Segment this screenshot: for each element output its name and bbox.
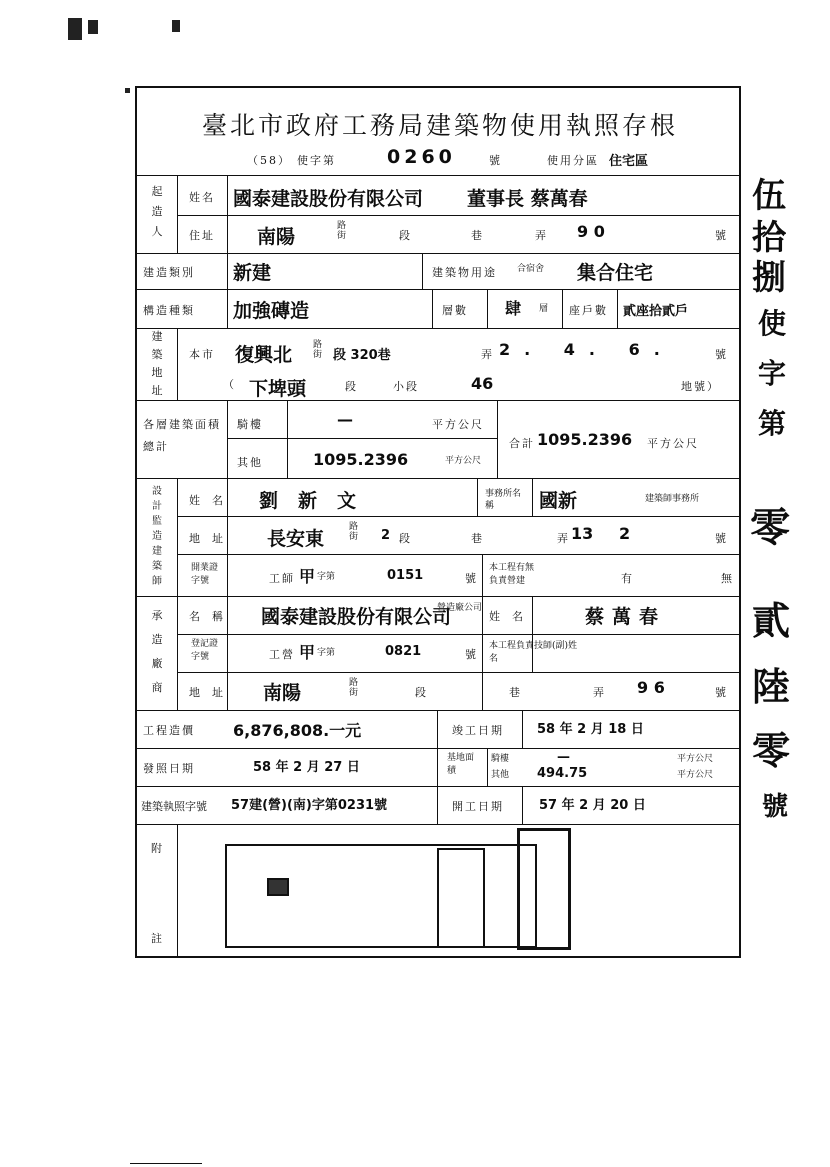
office-name: 國新: [539, 490, 578, 512]
nong-label: 弄: [535, 229, 548, 242]
applicant-name: 國泰建設股份有限公司: [233, 188, 424, 210]
rule: [287, 400, 288, 478]
remarks-stamp-box: [225, 844, 537, 948]
road-street-label: 路街: [349, 678, 359, 698]
year-label: （58）: [247, 154, 291, 167]
rule: [227, 400, 228, 478]
permit-label: 建築執照字號: [141, 800, 207, 813]
address-label: 住址: [189, 229, 215, 242]
side-char: 第: [758, 407, 787, 440]
rule: [227, 478, 228, 710]
hao-label: 號: [489, 154, 502, 167]
applicant-number: 9 0: [577, 222, 605, 241]
form-title: 臺北市政府工務局建築物使用執照存根: [201, 111, 678, 140]
name-label: 姓名: [189, 191, 215, 204]
road-street-label: 路街: [337, 221, 347, 241]
zi-label: 使字第: [297, 154, 336, 167]
sqm-label: 平方公尺: [432, 418, 484, 431]
start-value: 57 年 2 月 20 日: [539, 798, 646, 813]
site-road: 復興北: [235, 344, 293, 366]
rule: [437, 786, 438, 824]
road-street-label: 路街: [313, 340, 323, 360]
nong-label: 弄: [481, 348, 494, 361]
architect-nong: 13: [571, 524, 594, 543]
road-street-label: 路街: [349, 522, 359, 542]
rule: [532, 478, 533, 516]
duan-label: 段: [345, 380, 358, 393]
other-area-value: 1095.2396: [313, 450, 409, 469]
hao-label: 號: [715, 686, 728, 699]
zone-label: 使用分區: [547, 154, 599, 167]
side-char: 拾: [752, 218, 786, 258]
license-label: 開業證字號: [191, 563, 219, 586]
hao-label: 號: [715, 229, 728, 242]
use-label: 建築物用途: [432, 266, 497, 279]
rule: [177, 478, 178, 710]
site-section: 段 320巷: [333, 348, 391, 363]
duan-name: 下埤頭: [249, 378, 307, 400]
side-char: 捌: [752, 258, 786, 298]
applicant-chairman: 董事長 蔡萬春: [467, 188, 588, 210]
xiang-label: 巷: [471, 532, 484, 545]
engineer-label: 本工程負責技師(副)姓名: [489, 641, 578, 664]
xiang-label: 巷: [471, 229, 484, 242]
reg-class: 甲: [299, 643, 316, 662]
architect-address: 長安東: [267, 528, 325, 550]
side-char: 使: [758, 307, 787, 340]
issue-label: 發照日期: [143, 762, 195, 775]
side-char: 零: [750, 505, 790, 551]
contractor-section-label: 承造廠商: [151, 609, 163, 694]
contractor-number: 9 6: [637, 678, 665, 697]
issue-value: 58 年 2 月 27 日: [253, 760, 360, 775]
rule: [522, 786, 523, 824]
duan-label: 段: [415, 686, 428, 699]
scan-noise: [172, 20, 180, 32]
base-unit: 平方公尺: [677, 770, 714, 780]
permit-value: 57建(營)(南)字第0231號: [231, 798, 388, 813]
reg-label: 登記證字號: [191, 639, 219, 662]
total-unit: 平方公尺: [647, 437, 699, 450]
wu-label: 無: [721, 572, 734, 585]
name-label: 姓名: [189, 494, 235, 507]
duan-label: 段: [399, 229, 412, 242]
rule: [137, 328, 739, 329]
total-area-value: 1095.2396: [537, 430, 633, 449]
zone-value: 住宅區: [609, 154, 649, 169]
base-other-value: 494.75: [537, 766, 588, 781]
seal-icon: [267, 878, 289, 896]
side-char: 字: [758, 357, 787, 390]
remarks-label-top: 附: [151, 842, 164, 855]
other-label: 其他: [237, 456, 263, 469]
rule: [482, 554, 483, 710]
lot-number: 46: [471, 374, 494, 393]
rule: [617, 289, 618, 328]
structure-label: 構造種類: [143, 304, 195, 317]
complete-value: 58 年 2 月 18 日: [537, 722, 644, 737]
xiang-label: 巷: [509, 686, 522, 699]
applicant-section-label: 起造人: [151, 185, 163, 238]
floors-value: 肆: [505, 299, 522, 318]
rule: [137, 786, 739, 787]
scan-noise: [68, 18, 82, 40]
license-form: [135, 86, 741, 958]
architect-duan: 2: [381, 528, 391, 543]
arcade-value: —: [337, 410, 353, 429]
hao-label: 號: [465, 648, 478, 661]
rule: [177, 175, 178, 253]
city-label: 本市: [189, 348, 215, 361]
side-char: 貳: [752, 599, 791, 643]
seal-icon: [437, 848, 485, 948]
site-section-label: 建築地址: [151, 330, 163, 397]
rule: [477, 478, 478, 516]
rule: [437, 748, 438, 786]
subsection-label: 小段: [393, 380, 419, 393]
office-label: 事務所名稱: [485, 489, 522, 511]
cost-value: 6,876,808.一元: [233, 721, 362, 740]
rule: [437, 710, 438, 748]
architect-name: 劉新文: [259, 490, 377, 512]
area-section-label: 各層建築面積總計: [143, 418, 221, 453]
architect-license-number: 0151: [387, 568, 424, 583]
rule: [422, 253, 423, 289]
nong-label: 弄: [593, 686, 606, 699]
zi-label: 字第: [317, 572, 336, 582]
side-char: 零: [752, 729, 791, 773]
sqm-label: 平方公尺: [445, 456, 482, 466]
architect-number: 2: [619, 524, 631, 543]
contractor-address: 南陽: [263, 682, 302, 704]
side-char: 伍: [752, 176, 786, 216]
name-label: 名稱: [189, 610, 235, 623]
license-prefix: 工師: [269, 572, 295, 585]
paren-open: （: [223, 378, 236, 391]
office-suffix: 建築師事務所: [645, 494, 700, 504]
complete-label: 竣工日期: [452, 724, 504, 737]
bottom-mark: [130, 1163, 202, 1164]
rule: [562, 289, 563, 328]
license-class: 甲: [299, 567, 316, 586]
address-label: 地址: [189, 686, 235, 699]
project-label: 本工程有無負責營建: [489, 563, 535, 586]
build-type-value: 新建: [233, 262, 272, 284]
base-other-label: 其他: [491, 770, 510, 780]
rule: [137, 824, 739, 825]
use-printed: 合宿舍: [517, 264, 545, 274]
reg-number: 0821: [385, 644, 422, 659]
floors-label: 層數: [442, 304, 468, 317]
rep-label: 姓名: [489, 610, 535, 623]
rule: [177, 516, 739, 517]
contractor-rep: 蔡萬春: [585, 606, 667, 628]
cost-label: 工程造價: [143, 724, 195, 737]
nong-label: 弄: [557, 532, 570, 545]
base-unit: 平方公尺: [677, 754, 714, 764]
remarks-label-bottom: 註: [151, 932, 164, 945]
rule: [227, 253, 228, 328]
scan-noise: [125, 88, 130, 93]
rule: [432, 289, 433, 328]
reg-prefix: 工營: [269, 648, 295, 661]
rule: [177, 554, 739, 555]
lot-suffix: 地號）: [681, 380, 720, 393]
rule: [177, 215, 739, 216]
hao-label: 號: [715, 348, 728, 361]
ceng-label: 層: [539, 304, 549, 314]
architect-section-label: 設計監造建築師: [152, 486, 162, 587]
rule: [177, 672, 739, 673]
build-type-label: 建造類別: [143, 266, 195, 279]
side-char: 號: [762, 792, 789, 822]
structure-value: 加強磚造: [233, 300, 310, 322]
units-label: 座戶數: [569, 304, 608, 317]
start-label: 開工日期: [452, 800, 504, 813]
rule: [177, 328, 178, 400]
company-suffix: 營造廠公司: [437, 603, 483, 613]
use-value: 集合住宅: [577, 262, 654, 284]
arcade-label: 騎樓: [237, 418, 263, 431]
base-label: 基地面積: [447, 753, 475, 776]
total-label: 合計: [509, 437, 535, 450]
site-numbers: 2. 4. 6.: [499, 340, 674, 359]
duan-label: 段: [399, 532, 412, 545]
rule: [177, 824, 178, 958]
scan-noise: [88, 20, 98, 34]
rule: [487, 748, 488, 786]
zi-label: 字第: [317, 648, 336, 658]
you-label: 有: [621, 572, 634, 585]
hao-label: 號: [715, 532, 728, 545]
rule: [227, 175, 228, 253]
applicant-address: 南陽: [257, 226, 296, 248]
rule: [497, 400, 498, 478]
hao-label: 號: [465, 572, 478, 585]
rule: [487, 289, 488, 328]
rule: [227, 438, 497, 439]
side-char: 陸: [752, 665, 791, 709]
address-label: 地址: [189, 532, 235, 545]
seal-icon: [517, 828, 571, 950]
rule: [137, 748, 739, 749]
rule: [137, 710, 739, 711]
base-arcade-label: 騎樓: [491, 754, 510, 764]
license-number: 0260: [387, 146, 456, 168]
rule: [522, 710, 523, 748]
units-value: 貳座拾貳戶: [623, 304, 689, 319]
base-arcade-value: —: [557, 750, 570, 765]
rule: [177, 634, 739, 635]
contractor-name: 國泰建設股份有限公司: [261, 606, 452, 628]
